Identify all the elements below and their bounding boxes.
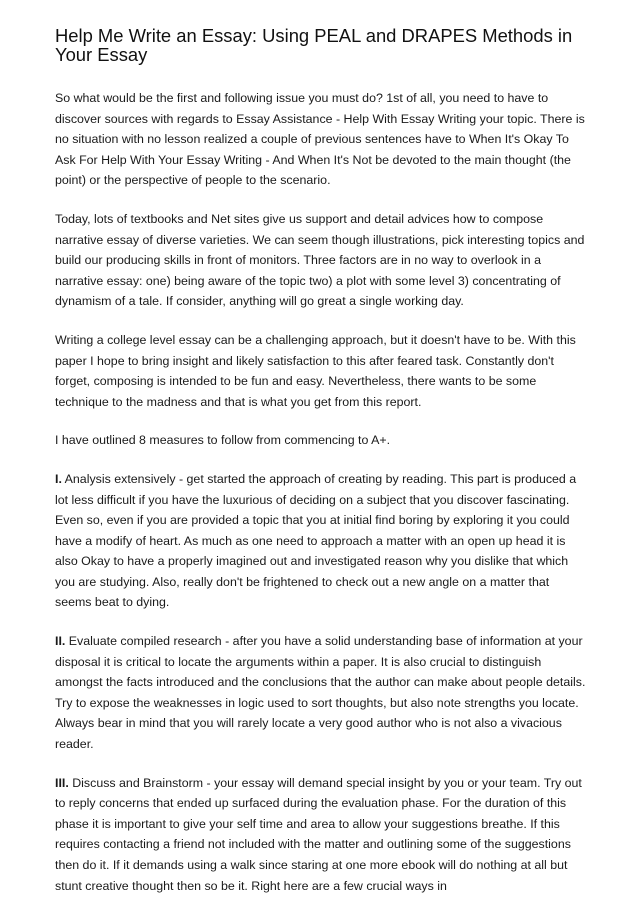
step-1-paragraph [55,469,587,613]
intro-paragraph-2: Today, lots of textbooks and Net sites give us support and detail advices how to compose narrative essay of diverse varieties. We can seem though illustrations, pick interesting topics and build our producing skills in front of monitors. Three factors are in no way to overlook in a narrative essay: one) being aware of the topic two) a plot with some level 3) concentrating of dynamism of a tale. If consider, anything will go great a single working day. [55,211,585,309]
step-2-numeral: II. [55,634,66,649]
step-3-text: Discuss and Brainstorm - your essay will demand special insight by you or your team. Try out to reply concerns that ended up surfaced during the evaluation phase. For the duration of this phase it is important to give your self time and area to allow your suggestions breathe. If this requires contacting a friend not included with the matter and outlining some of the suggestions then do it. If it demands using a walk since staring at one more ebook will do nothing at all but stunt creative thought then so be it. Right here are a few crucial ways in [55,775,582,893]
step-3-numeral: III. [55,775,69,790]
steps-intro-paragraph: I have outlined 8 measures to follow from commencing to A+. [55,433,391,448]
intro-paragraph-3: Writing a college level essay can be a challenging approach, but it doesn't have to be. With this paper I hope to bring insight and likely satisfaction to this after feared task. Constantly don't forget, composing is intended to be fun and easy. Nevertheless, there wants to be some technique to the madness and that is what you get from this report. [55,332,576,409]
intro-paragraph-1: So what would be the first and following issue you must do? 1st of all, you need to have to discover sources with regards to Essay Assistance - Help With Essay Writing your topic. There is no situation with no lesson realized a couple of previous sentences have to When It's Okay To Ask For Help With Your Essay Writing - And When It's Not be devoted to the main thought (the point) or the perspective of people to the scenario. [55,91,585,188]
document-title: Help Me Write an Essay: Using PEAL and DRAPES Methods in Your Essay [55,25,573,65]
step-2-text: Evaluate compiled research - after you have a solid understanding base of information at your disposal it is critical to locate the arguments within a paper. It is also crucial to distinguish amongst the facts introduced and the conclusions that the author can make about people details. Try to expose the weaknesses in logic used to sort thoughts, but also note strengths you locate. Always bear in mind that you will rarely locate a very good author who is not also a vivacious reader. [55,634,586,752]
step-2-paragraph [55,631,587,755]
step-1-numeral: I. [55,471,62,486]
step-1-text: Analysis extensively - get started the approach of creating by reading. This part is produced a lot less difficult if you have the luxurious of deciding on a subject that you discover fascinating. Even so, even if you are provided a topic that you at initial find boring by exploring it you could have a modify of heart. As much as one need to approach a matter with an open up head it is also Okay to have a properly imagined out and investigated reason why you dislike that which you are studying. Also, really don't be frightened to check out a new angle on a matter that seems beat to dying. [55,471,577,610]
document-page [55,26,587,914]
step-3-paragraph [55,773,587,897]
